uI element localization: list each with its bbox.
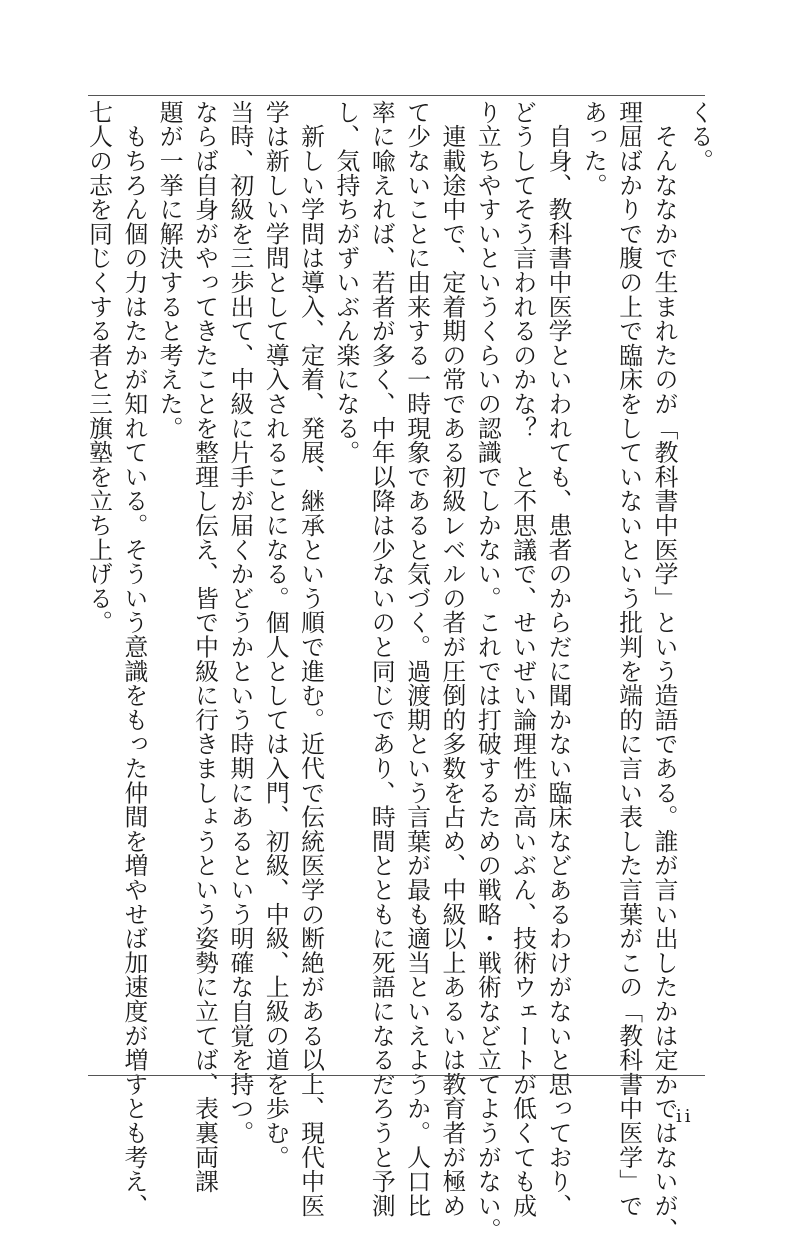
text-line: し、気持ちがずいぶん楽になる。 — [332, 100, 361, 465]
text-line: もちろん個の力はたかが知れている。そういう意識をもった仲間を増やせば加速度が増すとも考え、 — [120, 100, 149, 1218]
text-line: 率に喩えれば、若者が多く、中年以降は少ないのと同じであり、時間とともに死語になるだろうと予測 — [367, 100, 396, 1218]
text-line: どうしてそう言われるのかな？ と不思議で、せいぜい論理性が高いぶん、技術ウェートが低くても成 — [509, 100, 538, 1218]
text-line: 学は新しい学問として導入されることになる。個人としては入門、初級、中級、上級の道を歩む。 — [261, 100, 290, 1170]
text-line: 当時、初級を三歩出て、中級に片手が届くかどうかという時期にあるという明確な自覚を持つ。 — [226, 100, 255, 1145]
text-line: あった。 — [579, 100, 608, 198]
text-line: ならば自身がやってきたことを整理し伝え、皆で中級に行きましょうという姿勢に立てば、表裏両課 — [191, 100, 220, 1194]
text-line: 七人の志を同じくする者と三旗塾を立ち上げる。 — [85, 100, 113, 635]
page-number: ii — [676, 1106, 694, 1127]
text-line: そんななかで生まれたのが「教科書中医学」という造語である。誰が言い出したかは定かではないが、 — [650, 100, 679, 1242]
text-line: 連載途中で、定着期の常である初級レベルの者が圧倒的多数を占め、中級以上あるいは教育者が極め — [438, 100, 467, 1218]
text-line: 理屈ばかりで腹の上で臨床をしていないという批判を端的に言い表した言葉がこの「教科書中医学」で — [615, 100, 644, 1218]
text-line: くる。 — [685, 100, 714, 173]
text-line: 自身、教科書中医学といわれても、患者のからだに聞かない臨床などあるわけがないと思っており、 — [544, 100, 573, 1218]
text-line: り立ちやすいというくらいの認識でしかない。これでは打破するための戦略・戦術など立てようがない。 — [473, 100, 502, 1242]
top-rule — [88, 95, 705, 96]
text-line: 新しい学問は導入、定着、発展、継承という順で進む。近代で伝統医学の断絶がある以上、現代中医 — [297, 100, 326, 1218]
bottom-rule — [88, 1075, 705, 1076]
text-line: て少ないことに由来する一時現象であると気づく。過渡期という言葉が最も適当といえようか。人口比 — [403, 100, 432, 1218]
text-line: 題が一挙に解決すると考えた。 — [155, 100, 184, 441]
